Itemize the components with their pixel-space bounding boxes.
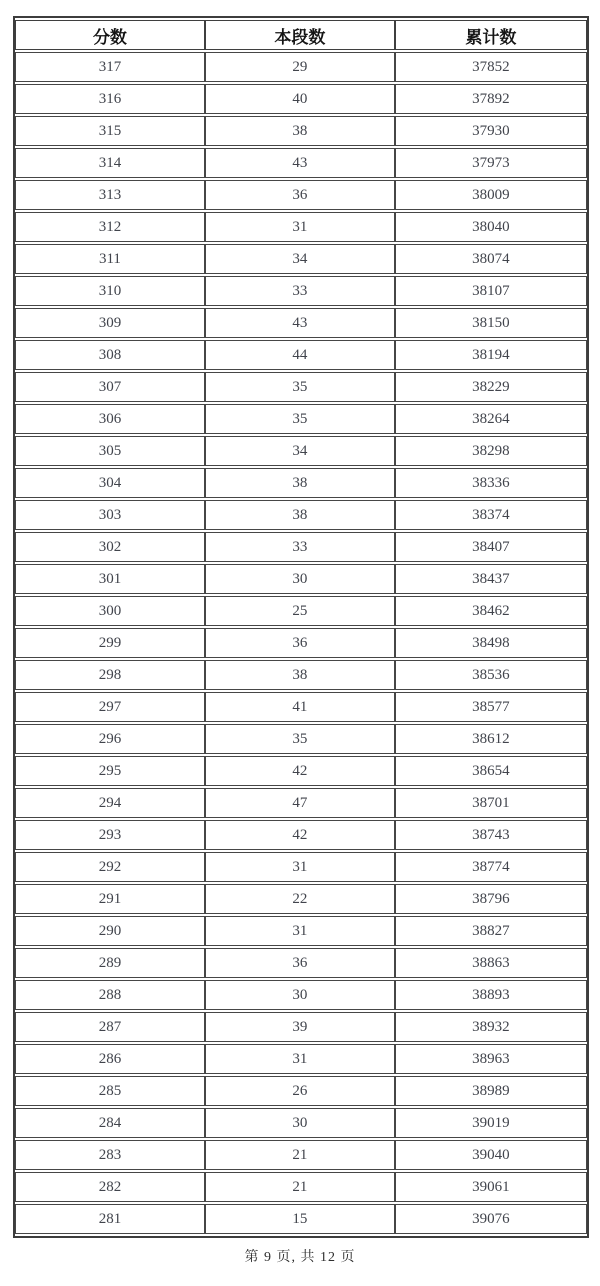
- cumulative-count-cell: 38194: [395, 340, 587, 370]
- score-distribution-table: [13, 16, 589, 1238]
- cumulative-count-cell: 38298: [395, 436, 587, 466]
- score-cell: 289: [15, 948, 205, 978]
- cumulative-count-cell: 39019: [395, 1108, 587, 1138]
- score-cell: 285: [15, 1076, 205, 1106]
- table-row: [15, 148, 587, 178]
- segment-count-cell: 33: [205, 276, 395, 306]
- cumulative-count-cell: 38462: [395, 596, 587, 626]
- score-cell: 283: [15, 1140, 205, 1170]
- segment-count-cell: 22: [205, 884, 395, 914]
- cumulative-count-cell: 38654: [395, 756, 587, 786]
- cumulative-count-cell: 38989: [395, 1076, 587, 1106]
- table-row: [15, 52, 587, 82]
- segment-count-cell: 38: [205, 116, 395, 146]
- segment-count-cell: 34: [205, 244, 395, 274]
- table-row: [15, 948, 587, 978]
- table-row: [15, 116, 587, 146]
- table-row: [15, 692, 587, 722]
- cumulative-count-cell: 38336: [395, 468, 587, 498]
- segment-count-cell: 38: [205, 468, 395, 498]
- table-row: [15, 1204, 587, 1234]
- table-row: [15, 1076, 587, 1106]
- cumulative-count-cell: 39076: [395, 1204, 587, 1234]
- segment-count-cell: 30: [205, 1108, 395, 1138]
- table-row: [15, 1108, 587, 1138]
- segment-count-cell: 43: [205, 308, 395, 338]
- table-row: [15, 756, 587, 786]
- score-cell: 296: [15, 724, 205, 754]
- cumulative-count-cell: 38074: [395, 244, 587, 274]
- score-cell: 306: [15, 404, 205, 434]
- score-cell: 293: [15, 820, 205, 850]
- cumulative-count-cell: 38407: [395, 532, 587, 562]
- score-cell: 301: [15, 564, 205, 594]
- score-cell: 284: [15, 1108, 205, 1138]
- cumulative-count-cell: 38498: [395, 628, 587, 658]
- cumulative-count-cell: 38374: [395, 500, 587, 530]
- table-row: [15, 340, 587, 370]
- table-row: [15, 980, 587, 1010]
- table-row: [15, 436, 587, 466]
- table-row: [15, 532, 587, 562]
- cumulative-count-cell: 38437: [395, 564, 587, 594]
- score-cell: 281: [15, 1204, 205, 1234]
- table-row: [15, 468, 587, 498]
- score-cell: 294: [15, 788, 205, 818]
- table-row: [15, 1012, 587, 1042]
- segment-count-cell: 26: [205, 1076, 395, 1106]
- score-cell: 286: [15, 1044, 205, 1074]
- table-row: [15, 564, 587, 594]
- segment-count-cell: 21: [205, 1172, 395, 1202]
- score-cell: 315: [15, 116, 205, 146]
- score-cell: 299: [15, 628, 205, 658]
- segment-count-cell: 42: [205, 756, 395, 786]
- segment-count-cell: 33: [205, 532, 395, 562]
- table-row: [15, 1044, 587, 1074]
- table-row: [15, 84, 587, 114]
- cumulative-count-cell: 37852: [395, 52, 587, 82]
- cumulative-count-cell: 38863: [395, 948, 587, 978]
- cumulative-count-cell: 38040: [395, 212, 587, 242]
- cumulative-count-cell: 37930: [395, 116, 587, 146]
- cumulative-count-cell: 38229: [395, 372, 587, 402]
- score-cell: 298: [15, 660, 205, 690]
- table-row: [15, 852, 587, 882]
- cumulative-count-cell: 38701: [395, 788, 587, 818]
- score-cell: 311: [15, 244, 205, 274]
- column-header-score: 分数: [15, 20, 205, 50]
- cumulative-count-cell: 38150: [395, 308, 587, 338]
- score-cell: 287: [15, 1012, 205, 1042]
- table-row: [15, 212, 587, 242]
- table-body: [15, 52, 587, 1234]
- score-cell: 308: [15, 340, 205, 370]
- table-row: [15, 916, 587, 946]
- table-row: [15, 660, 587, 690]
- score-cell: 307: [15, 372, 205, 402]
- score-cell: 300: [15, 596, 205, 626]
- segment-count-cell: 31: [205, 212, 395, 242]
- segment-count-cell: 35: [205, 724, 395, 754]
- cumulative-count-cell: 38796: [395, 884, 587, 914]
- score-cell: 288: [15, 980, 205, 1010]
- table-row: [15, 180, 587, 210]
- score-cell: 302: [15, 532, 205, 562]
- table-row: [15, 308, 587, 338]
- score-cell: 313: [15, 180, 205, 210]
- segment-count-cell: 39: [205, 1012, 395, 1042]
- score-cell: 297: [15, 692, 205, 722]
- segment-count-cell: 30: [205, 980, 395, 1010]
- cumulative-count-cell: 38932: [395, 1012, 587, 1042]
- segment-count-cell: 35: [205, 372, 395, 402]
- cumulative-count-cell: 38536: [395, 660, 587, 690]
- segment-count-cell: 25: [205, 596, 395, 626]
- score-cell: 305: [15, 436, 205, 466]
- segment-count-cell: 34: [205, 436, 395, 466]
- segment-count-cell: 21: [205, 1140, 395, 1170]
- score-cell: 295: [15, 756, 205, 786]
- segment-count-cell: 44: [205, 340, 395, 370]
- score-cell: 304: [15, 468, 205, 498]
- segment-count-cell: 31: [205, 1044, 395, 1074]
- column-header-segment-count: 本段数: [205, 20, 395, 50]
- cumulative-count-cell: 37892: [395, 84, 587, 114]
- segment-count-cell: 47: [205, 788, 395, 818]
- cumulative-count-cell: 38107: [395, 276, 587, 306]
- segment-count-cell: 30: [205, 564, 395, 594]
- segment-count-cell: 15: [205, 1204, 395, 1234]
- score-cell: 316: [15, 84, 205, 114]
- score-cell: 290: [15, 916, 205, 946]
- segment-count-cell: 35: [205, 404, 395, 434]
- cumulative-count-cell: 38893: [395, 980, 587, 1010]
- cumulative-count-cell: 38612: [395, 724, 587, 754]
- cumulative-count-cell: 37973: [395, 148, 587, 178]
- table-row: [15, 276, 587, 306]
- segment-count-cell: 38: [205, 500, 395, 530]
- column-header-cumulative-count: 累计数: [395, 20, 587, 50]
- score-cell: 303: [15, 500, 205, 530]
- table-row: [15, 628, 587, 658]
- table-row: [15, 404, 587, 434]
- score-cell: 309: [15, 308, 205, 338]
- segment-count-cell: 31: [205, 916, 395, 946]
- segment-count-cell: 29: [205, 52, 395, 82]
- cumulative-count-cell: 38009: [395, 180, 587, 210]
- table-row: [15, 788, 587, 818]
- score-cell: 317: [15, 52, 205, 82]
- table-row: [15, 244, 587, 274]
- segment-count-cell: 36: [205, 948, 395, 978]
- segment-count-cell: 40: [205, 84, 395, 114]
- cumulative-count-cell: 39061: [395, 1172, 587, 1202]
- cumulative-count-cell: 38577: [395, 692, 587, 722]
- table-row: [15, 820, 587, 850]
- score-cell: 314: [15, 148, 205, 178]
- segment-count-cell: 42: [205, 820, 395, 850]
- table-row: [15, 1140, 587, 1170]
- segment-count-cell: 36: [205, 180, 395, 210]
- cumulative-count-cell: 38774: [395, 852, 587, 882]
- segment-count-cell: 43: [205, 148, 395, 178]
- cumulative-count-cell: 38264: [395, 404, 587, 434]
- score-cell: 282: [15, 1172, 205, 1202]
- cumulative-count-cell: 38963: [395, 1044, 587, 1074]
- cumulative-count-cell: 39040: [395, 1140, 587, 1170]
- score-cell: 291: [15, 884, 205, 914]
- segment-count-cell: 38: [205, 660, 395, 690]
- score-cell: 310: [15, 276, 205, 306]
- table-row: [15, 372, 587, 402]
- table-row: [15, 724, 587, 754]
- score-cell: 312: [15, 212, 205, 242]
- table-row: [15, 596, 587, 626]
- segment-count-cell: 36: [205, 628, 395, 658]
- cumulative-count-cell: 38827: [395, 916, 587, 946]
- table-header-row: [15, 20, 587, 50]
- table-row: [15, 500, 587, 530]
- table-row: [15, 1172, 587, 1202]
- segment-count-cell: 41: [205, 692, 395, 722]
- cumulative-count-cell: 38743: [395, 820, 587, 850]
- page-indicator: 第 9 页, 共 12 页: [244, 1250, 356, 1265]
- score-cell: 292: [15, 852, 205, 882]
- segment-count-cell: 31: [205, 852, 395, 882]
- table-row: [15, 884, 587, 914]
